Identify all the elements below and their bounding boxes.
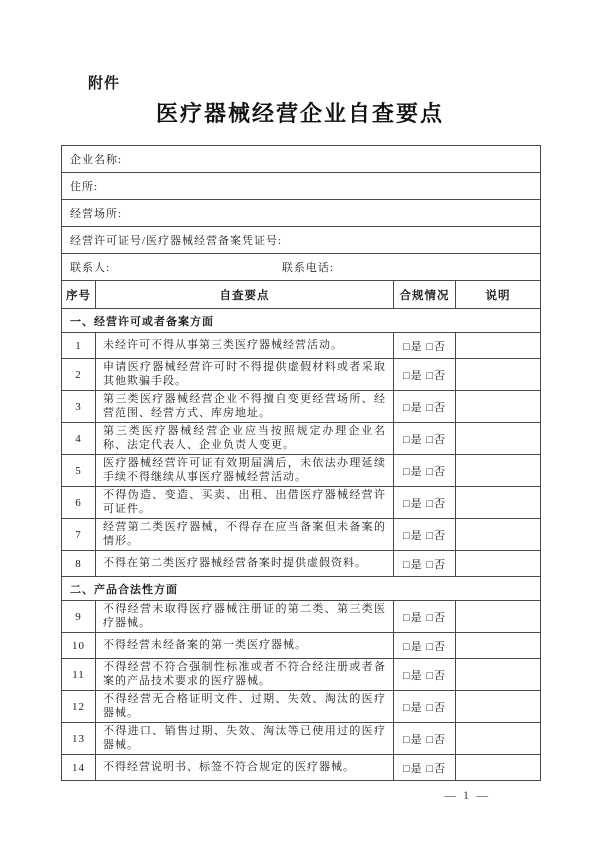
- compliance-no-checkbox: □否: [426, 401, 447, 414]
- compliance-no-checkbox: □否: [426, 669, 447, 682]
- premises-row: [62, 200, 541, 227]
- note-cell: [456, 391, 541, 423]
- table-row: [62, 659, 541, 691]
- compliance-no-checkbox: □否: [426, 433, 447, 446]
- table-row: [62, 551, 541, 577]
- compliance-yes-checkbox: □是: [402, 762, 423, 775]
- column-header-number: 序号: [62, 281, 96, 309]
- compliance-no-checkbox: □否: [426, 529, 447, 542]
- compliance-yes-checkbox: □是: [402, 733, 423, 746]
- item-text-cell: 第三类医疗器械经营企业不得擅自变更经营场所、经营范围、经营方式、库房地址。: [96, 391, 394, 423]
- compliance-no-checkbox: □否: [426, 701, 447, 714]
- compliance-cell: [394, 423, 456, 455]
- table-row: [62, 455, 541, 487]
- item-text-cell: 医疗器械经营许可证有效期届满后，未依法办理延续手续不得继续从事医疗器械经营活动。: [96, 455, 394, 487]
- item-text-cell: 不得经营未经备案的第一类医疗器械。: [96, 633, 394, 659]
- item-text-cell: 不得经营说明书、标签不符合规定的医疗器械。: [96, 755, 394, 781]
- compliance-no-checkbox: □否: [426, 640, 447, 653]
- table-row: [62, 359, 541, 391]
- company-name-row: [62, 146, 541, 173]
- compliance-yes-checkbox: □是: [402, 497, 423, 510]
- table-row: [62, 755, 541, 781]
- address-field: 住所:: [62, 173, 541, 200]
- item-number-cell: 4: [62, 423, 96, 455]
- compliance-yes-checkbox: □是: [402, 433, 423, 446]
- compliance-yes-checkbox: □是: [402, 701, 423, 714]
- compliance-yes-checkbox: □是: [402, 640, 423, 653]
- table-row: [62, 487, 541, 519]
- note-cell: [456, 755, 541, 781]
- column-header-compliance: 合规情况: [394, 281, 456, 309]
- item-text-cell: 经营第二类医疗器械，不得存在应当备案但未备案的情形。: [96, 519, 394, 551]
- note-cell: [456, 359, 541, 391]
- company-name-field: 企业名称:: [62, 146, 541, 173]
- compliance-cell: [394, 391, 456, 423]
- compliance-cell: [394, 551, 456, 577]
- compliance-yes-checkbox: □是: [402, 611, 423, 624]
- page-number: — 1 —: [444, 788, 490, 802]
- compliance-cell: [394, 487, 456, 519]
- item-number-cell: 2: [62, 359, 96, 391]
- compliance-cell: [394, 519, 456, 551]
- contact-field: [62, 254, 541, 281]
- contact-phone-label: 联系电话:: [281, 262, 334, 274]
- table-row: [62, 691, 541, 723]
- compliance-yes-checkbox: □是: [402, 401, 423, 414]
- compliance-cell: [394, 333, 456, 359]
- item-number-cell: 13: [62, 723, 96, 755]
- note-cell: [456, 633, 541, 659]
- column-header-note: 说明: [456, 281, 541, 309]
- note-cell: [456, 551, 541, 577]
- compliance-cell: [394, 659, 456, 691]
- item-number-cell: 12: [62, 691, 96, 723]
- note-cell: [456, 487, 541, 519]
- compliance-yes-checkbox: □是: [402, 369, 423, 382]
- item-text-cell: 不得进口、销售过期、失效、淘汰等已使用过的医疗器械。: [96, 723, 394, 755]
- item-number-cell: 9: [62, 601, 96, 633]
- checklist-table-container: [61, 145, 540, 781]
- compliance-no-checkbox: □否: [426, 369, 447, 382]
- item-text-cell: 不得伪造、变造、买卖、出租、出借医疗器械经营许可证件。: [96, 487, 394, 519]
- note-cell: [456, 691, 541, 723]
- item-text-cell: 不得经营未取得医疗器械注册证的第二类、第三类医疗器械。: [96, 601, 394, 633]
- compliance-no-checkbox: □否: [426, 340, 447, 353]
- compliance-yes-checkbox: □是: [402, 558, 423, 571]
- item-number-cell: 1: [62, 333, 96, 359]
- compliance-cell: [394, 691, 456, 723]
- address-row: [62, 173, 541, 200]
- compliance-yes-checkbox: □是: [402, 529, 423, 542]
- attachment-label: 附件: [88, 75, 121, 92]
- section-row: [62, 577, 541, 601]
- compliance-yes-checkbox: □是: [402, 340, 423, 353]
- item-number-cell: 14: [62, 755, 96, 781]
- table-row: [62, 519, 541, 551]
- table-body: [62, 309, 541, 781]
- item-number-cell: 10: [62, 633, 96, 659]
- compliance-no-checkbox: □否: [426, 558, 447, 571]
- note-cell: [456, 455, 541, 487]
- license-number-row: [62, 227, 541, 254]
- contact-person-label: 联系人:: [70, 262, 111, 274]
- compliance-no-checkbox: □否: [426, 611, 447, 624]
- compliance-cell: [394, 755, 456, 781]
- note-cell: [456, 423, 541, 455]
- compliance-yes-checkbox: □是: [402, 669, 423, 682]
- compliance-cell: [394, 359, 456, 391]
- item-number-cell: 3: [62, 391, 96, 423]
- item-text-cell: 不得经营不符合强制性标准或者不符合经注册或者备案的产品技术要求的医疗器械。: [96, 659, 394, 691]
- note-cell: [456, 601, 541, 633]
- compliance-cell: [394, 601, 456, 633]
- checklist-table: [61, 145, 541, 781]
- compliance-cell: [394, 633, 456, 659]
- premises-field: 经营场所:: [62, 200, 541, 227]
- table-row: [62, 423, 541, 455]
- item-number-cell: 7: [62, 519, 96, 551]
- table-row: [62, 333, 541, 359]
- item-text-cell: 第三类医疗器械经营企业应当按照规定办理企业名称、法定代表人、企业负责人变更。: [96, 423, 394, 455]
- compliance-no-checkbox: □否: [426, 497, 447, 510]
- item-text-cell: 未经许可不得从事第三类医疗器械经营活动。: [96, 333, 394, 359]
- compliance-no-checkbox: □否: [426, 762, 447, 775]
- compliance-yes-checkbox: □是: [402, 465, 423, 478]
- table-row: [62, 391, 541, 423]
- table-row: [62, 633, 541, 659]
- license-number-field: 经营许可证号/医疗器械经营备案凭证号:: [62, 227, 541, 254]
- item-text-cell: 不得经营无合格证明文件、过期、失效、淘汰的医疗器械。: [96, 691, 394, 723]
- item-number-cell: 11: [62, 659, 96, 691]
- note-cell: [456, 333, 541, 359]
- section-row: [62, 309, 541, 333]
- section-header: 一、经营许可或者备案方面: [62, 309, 541, 333]
- contact-row: [62, 254, 541, 281]
- note-cell: [456, 723, 541, 755]
- compliance-no-checkbox: □否: [426, 465, 447, 478]
- column-header-points: 自查要点: [96, 281, 394, 309]
- item-number-cell: 6: [62, 487, 96, 519]
- compliance-cell: [394, 723, 456, 755]
- compliance-cell: [394, 455, 456, 487]
- item-text-cell: 不得在第二类医疗器械经营备案时提供虚假资料。: [96, 551, 394, 577]
- note-cell: [456, 659, 541, 691]
- table-row: [62, 723, 541, 755]
- item-text-cell: 申请医疗器械经营许可时不得提供虚假材料或者采取其他欺骗手段。: [96, 359, 394, 391]
- table-row: [62, 601, 541, 633]
- item-number-cell: 5: [62, 455, 96, 487]
- page-title: 医疗器械经营企业自查要点: [155, 101, 444, 126]
- section-header: 二、产品合法性方面: [62, 577, 541, 601]
- item-number-cell: 8: [62, 551, 96, 577]
- compliance-no-checkbox: □否: [426, 733, 447, 746]
- note-cell: [456, 519, 541, 551]
- table-header-row: [62, 281, 541, 309]
